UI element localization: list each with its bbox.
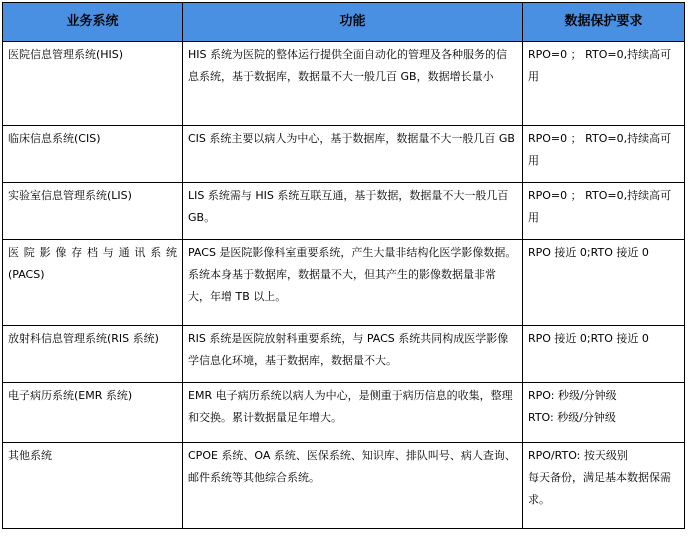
cell-function: HIS 系统为医院的整体运行提供全面自动化的管理及各种服务的信息系统，基于数据库，数据量不大一般几百 GB，数据增长量小 bbox=[183, 42, 523, 126]
protection-line: RTO: 秒级/分钟级 bbox=[528, 411, 616, 424]
system-line: 医院影像存档与通讯系统 bbox=[8, 246, 177, 259]
cell-function: CIS 系统主要以病人为中心，基于数据库，数据量不大一般几百 GB bbox=[183, 126, 523, 183]
protection-line: RPO 接近 0;RTO 接近 0 bbox=[528, 246, 649, 259]
table-row bbox=[3, 126, 685, 183]
system-line: (PACS) bbox=[8, 268, 45, 281]
protection-line: RPO=0 ； RTO=0,持续高可用 bbox=[528, 132, 672, 167]
cell-function: PACS 是医院影像科室重要系统，产生大量非结构化医学影像数据。系统本身基于数据库，数据量不大，但其产生的影像数据量非常大，年增 TB 以上。 bbox=[183, 240, 523, 326]
cell-protection bbox=[523, 383, 685, 443]
table-row bbox=[3, 42, 685, 126]
cell-function: CPOE 系统、OA 系统、医保系统、知识库、排队叫号、病人查询、邮件系统等其他综合系统。 bbox=[183, 443, 523, 529]
table-header-row bbox=[3, 3, 685, 42]
cell-protection bbox=[523, 240, 685, 326]
cell-system: 电子病历系统(EMR 系统) bbox=[3, 383, 183, 443]
protection-line: RPO 接近 0;RTO 接近 0 bbox=[528, 332, 649, 345]
cell-protection bbox=[523, 443, 685, 529]
cell-system: 放射科信息管理系统(RIS 系统) bbox=[3, 326, 183, 383]
cell-function: LIS 系统需与 HIS 系统互联互通，基于数据，数据量不大一般几百 GB。 bbox=[183, 183, 523, 240]
header-system: 业务系统 bbox=[3, 3, 183, 42]
cell-protection bbox=[523, 42, 685, 126]
header-function: 功能 bbox=[183, 3, 523, 42]
cell-system: 临床信息系统(CIS) bbox=[3, 126, 183, 183]
cell-protection bbox=[523, 126, 685, 183]
table-row bbox=[3, 443, 685, 529]
cell-system: 实验室信息管理系统(LIS) bbox=[3, 183, 183, 240]
table-row bbox=[3, 326, 685, 383]
protection-line: RPO=0 ； RTO=0,持续高可用 bbox=[528, 189, 672, 224]
cell-system: 医院信息管理系统(HIS) bbox=[3, 42, 183, 126]
protection-line: RPO: 秒级/分钟级 bbox=[528, 389, 617, 402]
table-row bbox=[3, 240, 685, 326]
cell-protection bbox=[523, 326, 685, 383]
protection-line: RPO=0 ； RTO=0,持续高可用 bbox=[528, 48, 672, 83]
header-protection: 数据保护要求 bbox=[523, 3, 685, 42]
cell-function: RIS 系统是医院放射科重要系统，与 PACS 系统共同构成医学影像学信息化环境，基于数据库，数据量不大。 bbox=[183, 326, 523, 383]
data-protection-table bbox=[2, 2, 685, 529]
cell-system: 其他系统 bbox=[3, 443, 183, 529]
table-row bbox=[3, 383, 685, 443]
cell-protection bbox=[523, 183, 685, 240]
protection-line: RPO/RTO: 按天级别 bbox=[528, 449, 628, 462]
table-row bbox=[3, 183, 685, 240]
cell-function: EMR 电子病历系统以病人为中心，是侧重于病历信息的收集，整理和交换。累计数据量足年增大。 bbox=[183, 383, 523, 443]
protection-line: 每天备份，满足基本数据保需求。 bbox=[528, 471, 671, 506]
cell-system bbox=[3, 240, 183, 326]
